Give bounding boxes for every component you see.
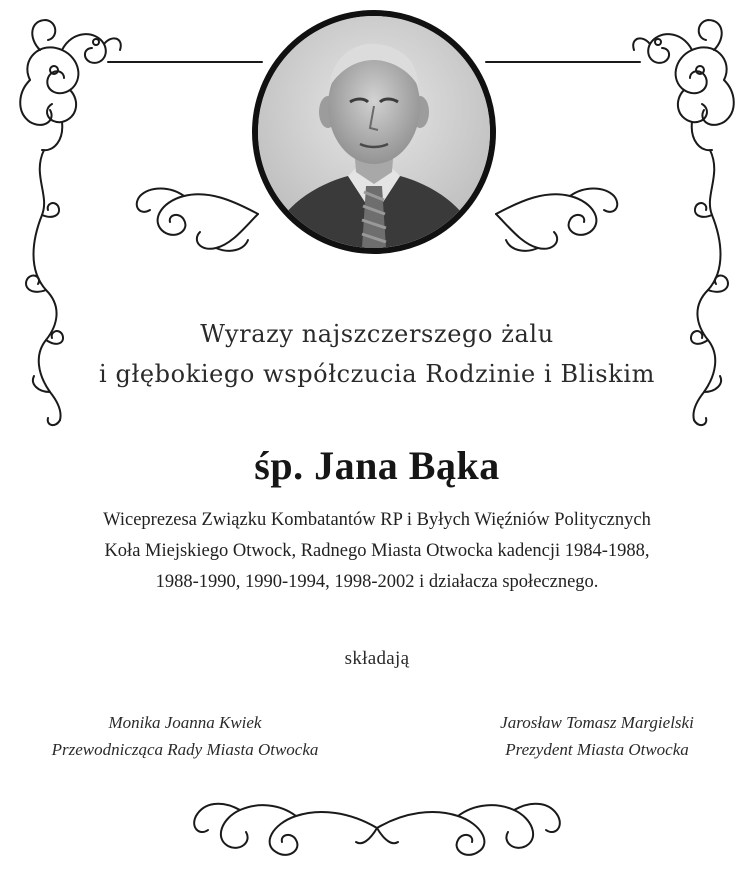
deceased-name: śp. Jana Bąka <box>254 443 500 488</box>
scroll-flourish-photo-left <box>137 189 258 251</box>
signatory-left <box>20 709 350 763</box>
signatory-left-title: Przewodnicząca Rady Miasta Otwocka <box>51 740 319 759</box>
signatory-right-title: Prezydent Miasta Otwocka <box>505 740 689 759</box>
signatories-intro: składają <box>344 648 410 669</box>
signatory-right <box>432 709 754 763</box>
description-line-2: Koła Miejskiego Otwock, Radnego Miasta Otwocka kadencji 1984-1988, <box>104 541 650 561</box>
signatory-left-name: Monika Joanna Kwiek <box>108 713 262 732</box>
description-line-1: Wiceprezesa Związku Kombatantów RP i Byłych Więźniów Politycznych <box>103 510 651 530</box>
condolence-line-1: Wyrazy najszczerszego żalu <box>200 320 554 348</box>
scroll-flourish-bottom <box>194 804 560 855</box>
condolence-line-2: i głębokiego współczucia Rodzinie i Bliskim <box>99 360 655 388</box>
deceased-description <box>0 505 754 598</box>
portrait-photo <box>252 10 496 254</box>
signatory-right-name: Jarosław Tomasz Margielski <box>500 713 694 732</box>
condolence-message <box>0 314 754 394</box>
scroll-flourish-photo-right <box>496 189 617 251</box>
portrait-icon <box>258 16 490 248</box>
description-line-3: 1988-1990, 1990-1994, 1998-2002 i działacza społecznego. <box>155 572 599 592</box>
